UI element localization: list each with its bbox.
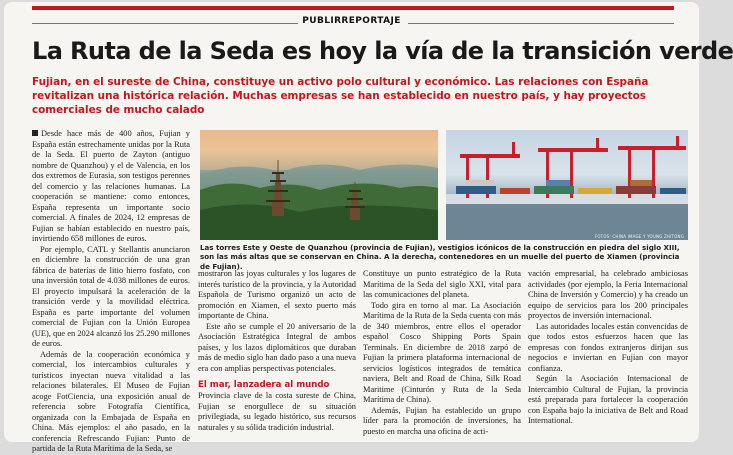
text-column-2 — [198, 269, 356, 433]
paragraph: vación empresarial, ha celebrado ambiciosas actividades (por ejemplo, la Feria Internacional China de Inversión y Comercio) y ha creado un equipo de servicios para los 200 principales proyectos de inversión internacional. — [528, 269, 688, 320]
photo-xiamen-port — [446, 130, 688, 240]
paragraph: Además de la cooperación económica y comercial, los intercambios culturales y turísticos inyectan nueva vitalidad a las relaciones bilaterales. El Museo de Fujian acoge FotCiencia, una exposición anual de referencia sobre Fotografía Científica, organizada con la Embajada de España en China. Más ejemplos: el año pasado, en la conferencia Refrescando Fujian: Punto de partida de la Ruta Marítima de la Seda, se — [32, 349, 190, 453]
text-column-4 — [528, 269, 688, 427]
paragraph: Según la Asociación Internacional de Intercambio Cultural de Fujian, la provincia está preparada para fortalecer la cooperación con España bajo la iniciativa de Belt and Road International. — [528, 374, 688, 425]
lead-paragraph: Fujian, en el sureste de China, constituye un activo polo cultural y económico. Las relaciones con España revitalizan una histórica relación. Muchas empresas se han establecido en nuestro país, y hay proyectos comerciales de mucho calado — [32, 76, 649, 116]
photo-caption — [200, 243, 688, 271]
top-red-rule — [32, 6, 674, 10]
paragraph: Provincia clave de la costa sureste de China, Fujian se enorgullece de su situación privilegiada, su legado histórico, sus recursos naturales y su sólida tradición industrial. — [198, 391, 356, 432]
section-kicker: PUBLIRREPORTAJE — [302, 16, 401, 26]
paragraph: Todo gira en torno al mar. La Asociación Marítima de la Ruta de la Seda cuenta con más de 340 miembros, entre ellos el operador español Cosco Shipping Ports Spain Terminals. En diciembre de 2018 zarpó de Fujian la primera plataforma internacional de servicios logísticos integrados de temática naviera, Belt and Road de China, Silk Road Maritime (Cinturón y Ruta de la Seda Marítima de China). — [363, 300, 521, 404]
caption-text: Las torres Este y Oeste de Quanzhou (provincia de Fujian), vestigios icónicos de la construcción en piedra del siglo XIII, son las más altas que se conservan en China. A la derecha, contenedores en un muelle del puerto de Xiamen (provincia de Fujian). — [200, 243, 680, 271]
paragraph: Desde hace más de 400 años, Fujian y España están estrechamente unidas por la Ruta de la Seda. El puerto de Zayton (antiguo nombre de Quanzhou) y el de Valencia, en los dos extremos de Eurasia, son testigos perennes del comercio y las relaciones humanas. La cooperación se mantiene: como entonces, España representa un importante socio comercial. A finales de 2024, 12 empresas de Fujian se habían establecido en nuestro país, invirtiendo 658 millones de euros. — [32, 129, 190, 243]
section-subhead: El mar, lanzadera al mundo — [198, 380, 330, 390]
paragraph: mostraron las joyas culturales y los lugares de interés turístico de la provincia, y la Autoridad Española de Turismo organizó un acto de promoción en Xiamen, el sexto puerto más importante de China. — [198, 269, 356, 320]
port-photo-illustration — [446, 130, 688, 240]
paragraph: Además, Fujian ha establecido un grupo líder para la promoción de inversiones, ha puesto en marcha una oficina de acti- — [363, 405, 521, 436]
paragraph: Por ejemplo, CATL y Stellantis anunciaron en diciembre la construcción de una gran fábrica de baterías de litio hierro fosfato, con una inversión total de 4.038 millones de euros. El proyecto impulsará la aceleración de la transición verde y la movilidad eléctrica. España es parte importante del volumen comercial de Fujian con la Unión Europea (UE), que en 2024 alcanzó los 25.290 millones de euros. — [32, 244, 190, 348]
photo-quanzhou-towers — [200, 130, 438, 240]
text-column-1 — [32, 129, 190, 455]
paragraph: Este año se cumple el 20 aniversario de la Asociación Estratégica Integral de ambos países, y los lazos diplomáticos que duraban más de medio siglo han dado paso a una nueva era con amplias perspectivas potenciales. — [198, 321, 356, 373]
bullet-square-icon — [32, 130, 38, 136]
photo-credit: FOTOS: CHINA IMAGE Y YOUNG ZHITONG — [594, 234, 684, 239]
paragraph: Las autoridades locales están convencidas de que todos estos esfuerzos hacen que las empresas con fondos extranjeros dirijan sus negocios e inviertan en Fujian con mayor confianza. — [528, 321, 688, 373]
headline: La Ruta de la Seda es hoy la vía de la transición verde — [32, 37, 733, 65]
text-column-3 — [363, 269, 521, 437]
newspaper-page — [4, 2, 733, 453]
pagoda-photo-illustration — [200, 130, 438, 240]
paragraph: Constituye un punto estratégico de la Ruta Marítima de la Seda del siglo XXI, vital para las comunicaciones del planeta. — [363, 269, 521, 299]
